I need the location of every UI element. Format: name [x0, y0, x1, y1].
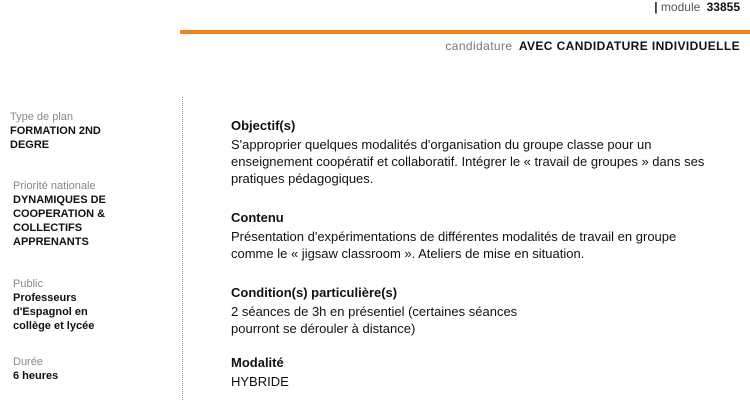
contenu-section	[231, 210, 746, 262]
column-divider	[182, 97, 183, 400]
duree-label: Durée	[13, 356, 43, 368]
conditions-body: 2 séances de 3h en présentiel (certaines séances pourront se dérouler à distance)	[231, 304, 518, 336]
conditions-title: Condition(s) particulière(s)	[231, 285, 398, 300]
conditions-section	[231, 285, 746, 337]
public-value: Professeurs d'Espagnol en collège et lycée	[13, 292, 95, 332]
header-accent-rule	[180, 30, 750, 34]
duree-value: 6 heures	[13, 370, 59, 382]
priorite-nationale-label: Priorité nationale	[13, 180, 96, 192]
priorite-nationale-group	[13, 179, 143, 249]
public-group	[13, 277, 143, 333]
modalite-section	[231, 355, 746, 390]
type-de-plan-label: Type de plan	[10, 111, 73, 123]
modalite-title: Modalité	[231, 355, 284, 370]
objectifs-title: Objectif(s)	[231, 118, 296, 133]
candidature-label: candidature	[445, 39, 513, 53]
duree-group	[13, 355, 143, 383]
public-label: Public	[13, 278, 43, 290]
module-label: module	[660, 0, 701, 14]
candidature-value: AVEC CANDIDATURE INDIVIDUELLE	[518, 39, 740, 53]
objectifs-body: S'approprier quelques modalités d'organisation du groupe classe pour un enseignement coopératif et collaboratif. Intégrer le « travail de groupes » dans ses pratiques pédagogiques.	[231, 137, 705, 186]
module-reference	[654, 0, 740, 14]
type-de-plan-value: FORMATION 2ND DEGRE	[10, 125, 101, 151]
module-pipe: |	[654, 0, 658, 14]
modalite-body: HYBRIDE	[231, 374, 289, 389]
contenu-body: Présentation d'expérimentations de différentes modalités de travail en groupe comme le « jigsaw classroom ». Ateliers de mise en situation.	[231, 229, 677, 261]
priorite-nationale-value: DYNAMIQUES DE COOPERATION & COLLECTIFS APPRENANTS	[13, 194, 106, 248]
module-number: 33855	[706, 0, 740, 14]
type-de-plan-group	[10, 110, 170, 152]
contenu-title: Contenu	[231, 210, 284, 225]
objectifs-section	[231, 118, 746, 187]
candidature-line	[445, 39, 740, 54]
